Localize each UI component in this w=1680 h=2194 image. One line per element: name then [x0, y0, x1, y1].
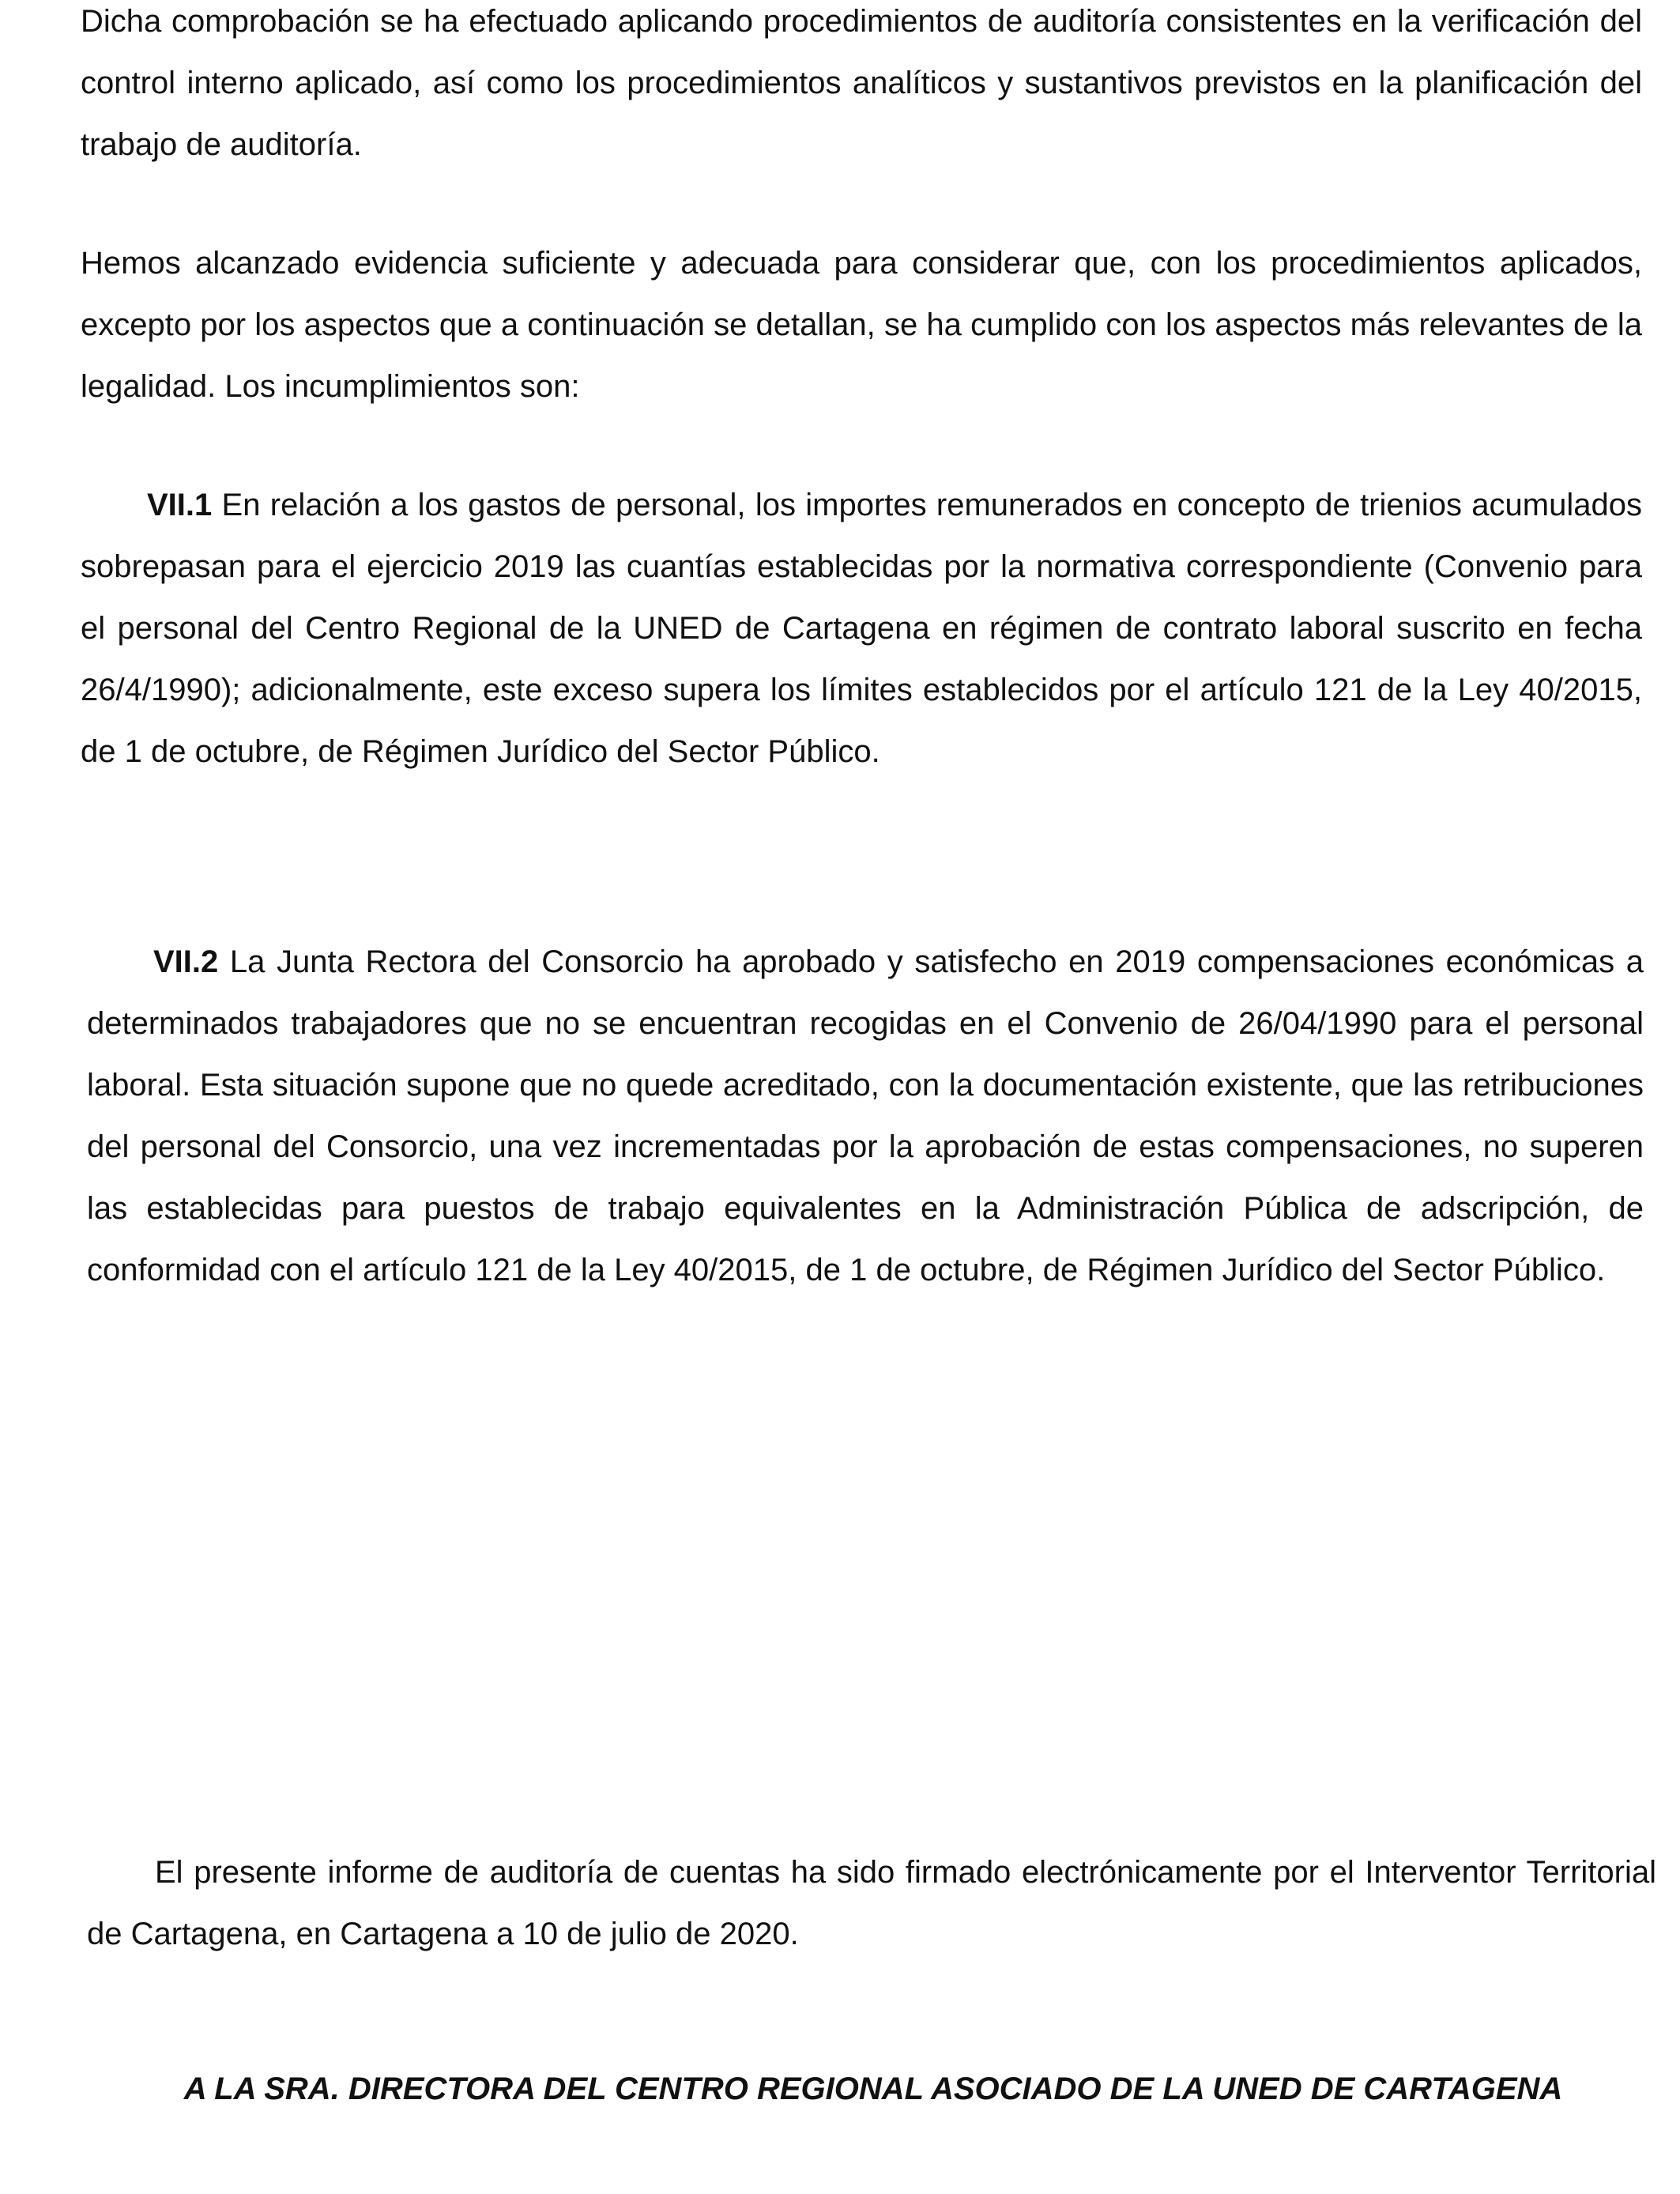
finding-vii-2: [87, 931, 1644, 1301]
finding-text: En relación a los gastos de personal, los importes remunerados en concepto de trienios acumulados sobrepasan para el ejercicio 2019 las cuantías establecidas por la normativa correspondiente (Convenio para el personal del Centro Regional de la UNED de Cartagena en régimen de contrato laboral suscrito en fecha 26/4/1990); adicionalmente, este exceso supera los límites establecidos por el artículo 121 de la Ley 40/2015, de 1 de octubre, de Régimen Jurídico del Sector Público.: [81, 488, 1642, 769]
finding-number: VII.1: [147, 488, 213, 522]
finding-vii-1: [81, 474, 1642, 782]
finding-number: VII.2: [153, 944, 219, 979]
paragraph-verification-procedures: Dicha comprobación se ha efectuado aplicando procedimientos de auditoría consistentes en la verificación del control interno aplicado, así como los procedimientos analíticos y sustantivos previstos en la planificación del trabajo de auditoría.: [81, 4, 1642, 162]
finding-text: La Junta Rectora del Consorcio ha aprobado y satisfecho en 2019 compensaciones económicas a determinados trabajadores que no se encuentran recogidas en el Convenio de 26/04/1990 para el personal laboral. Esta situación supone que no quede acreditado, con la documentación existente, que las retribuciones del personal del Consorcio, una vez incrementadas por la aprobación de estas compensaciones, no superen las establecidas para puestos de trabajo equivalentes en la Administración Pública de adscripción, de conformidad con el artículo 121 de la Ley 40/2015, de 1 de octubre, de Régimen Jurídico del Sector Público.: [87, 944, 1644, 1287]
signature-paragraph: El presente informe de auditoría de cuentas ha sido firmado electrónicamente por el Interventor Territorial de Cartagena, en Cartagena a 10 de julio de 2020.: [87, 1855, 1656, 1951]
addressee-line: A LA SRA. DIRECTORA DEL CENTRO REGIONAL ASOCIADO DE LA UNED DE CARTAGENA: [183, 2071, 1563, 2106]
paragraph-evidence-conclusion: Hemos alcanzado evidencia suficiente y adecuada para considerar que, con los procedimientos aplicados, excepto por los aspectos que a continuación se detallan, se ha cumplido con los aspectos más relevantes de la legalidad. Los incumplimientos son:: [81, 246, 1642, 404]
